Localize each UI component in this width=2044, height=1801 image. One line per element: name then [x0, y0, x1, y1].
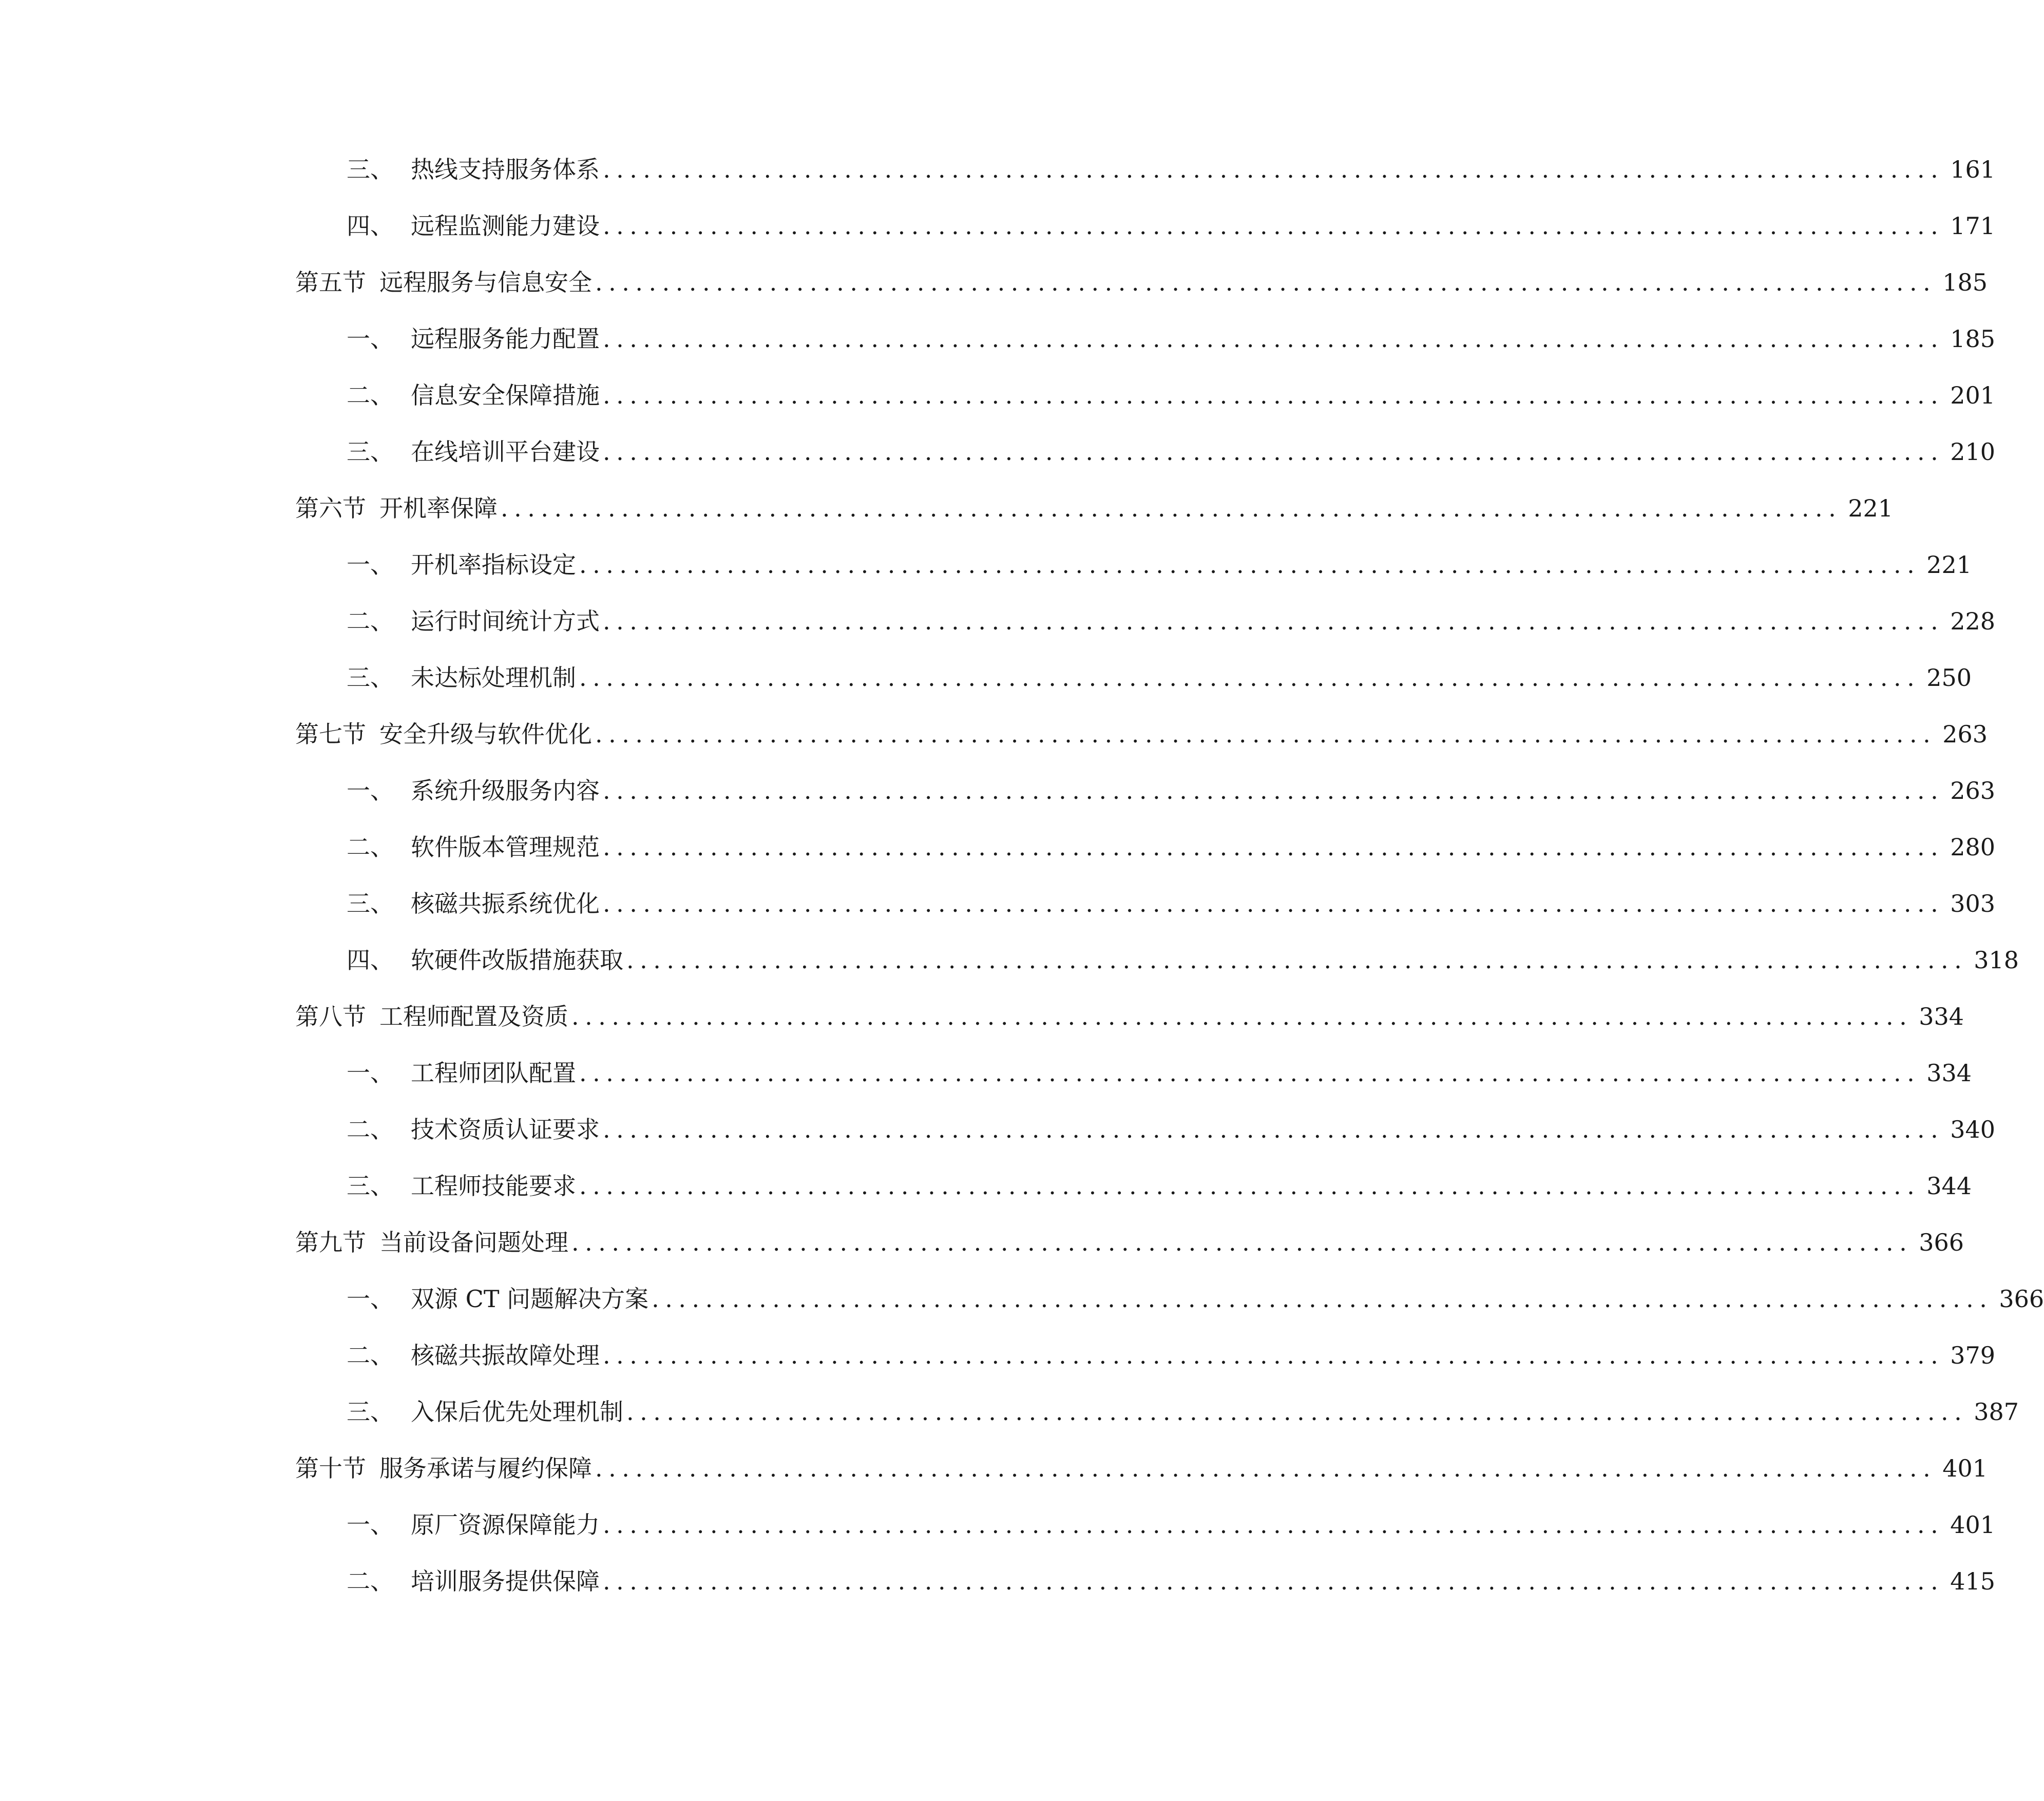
toc-entry-marker: 二、 [347, 1116, 394, 1143]
toc-entry-title: 工程师配置及资质 [379, 1003, 568, 1030]
toc-entry-page: 366 [1999, 1285, 2044, 1313]
toc-leader-dots: .................................................................................................... [603, 1342, 1944, 1369]
toc-leader-dots: .................................................................................................... [579, 1172, 1921, 1200]
toc-entry-title: 双源 CT 问题解决方案 [411, 1285, 649, 1313]
toc-entry-marker: 第八节 [295, 1003, 366, 1030]
toc-entry-marker: 二、 [347, 1567, 394, 1595]
toc-entry-marker: 三、 [347, 156, 394, 183]
toc-leader-dots: .................................................................................................... [571, 1003, 1913, 1030]
toc-entry-page: 171 [1950, 212, 1996, 240]
toc-entry[interactable] [295, 488, 1894, 544]
toc-entry-title: 热线支持服务体系 [411, 156, 600, 183]
toc-entry-title: 安全升级与软件优化 [379, 720, 592, 748]
toc-entry-title: 运行时间统计方式 [411, 607, 600, 635]
toc-leader-dots: .................................................................................................... [603, 833, 1944, 861]
toc-entry-page: 221 [1926, 551, 1972, 579]
toc-entry[interactable] [295, 1335, 1996, 1391]
toc-entry-marker: 一、 [347, 1511, 394, 1539]
toc-leader-dots: .................................................................................................... [603, 212, 1944, 240]
toc-entry-title: 入保后优先处理机制 [411, 1398, 623, 1426]
toc-entry[interactable] [295, 544, 1972, 601]
toc-entry-marker: 三、 [347, 1398, 394, 1426]
toc-entry[interactable] [295, 827, 1996, 883]
toc-entry[interactable] [295, 262, 1988, 318]
toc-entry[interactable] [295, 149, 1996, 205]
toc-entry-page: 263 [1950, 777, 1996, 804]
toc-entry-title: 开机率保障 [379, 494, 498, 522]
toc-entry-page: 401 [1950, 1511, 1996, 1539]
toc-leader-dots: .................................................................................................... [603, 777, 1944, 804]
toc-entry-page: 185 [1950, 325, 1996, 353]
toc-entry-marker: 一、 [347, 325, 394, 353]
toc-entry-marker: 二、 [347, 607, 394, 635]
toc-entry[interactable] [295, 318, 1996, 375]
toc-leader-dots: .................................................................................................... [501, 494, 1842, 522]
toc-leader-dots: .................................................................................................... [571, 1229, 1913, 1256]
toc-entry[interactable] [295, 940, 2019, 996]
toc-entry-marker: 二、 [347, 833, 394, 861]
toc-entry-page: 334 [1926, 1059, 1972, 1087]
toc-leader-dots: .................................................................................................... [603, 156, 1944, 183]
toc-entry[interactable] [295, 1109, 1996, 1165]
toc-entry-page: 340 [1950, 1116, 1996, 1143]
toc-entry[interactable] [295, 714, 1988, 770]
toc-entry[interactable] [295, 1561, 1996, 1617]
toc-entry-marker: 一、 [347, 777, 394, 804]
toc-entry-title: 开机率指标设定 [411, 551, 576, 579]
toc-entry-title: 核磁共振系统优化 [411, 890, 600, 917]
toc-leader-dots: .................................................................................................... [652, 1285, 1993, 1313]
toc-entry-marker: 二、 [347, 1342, 394, 1369]
toc-leader-dots: .................................................................................................... [603, 607, 1944, 635]
toc-entry-title: 服务承诺与履约保障 [379, 1454, 592, 1482]
toc-entry[interactable] [295, 1052, 1972, 1109]
toc-entry[interactable] [295, 1448, 1988, 1504]
toc-entry-title: 软件版本管理规范 [411, 833, 600, 861]
toc-entry-title: 培训服务提供保障 [411, 1567, 600, 1595]
toc-entry-title: 软硬件改版措施获取 [411, 946, 623, 974]
toc-entry-title: 未达标处理机制 [411, 664, 576, 692]
toc-entry[interactable] [295, 431, 1996, 488]
toc-entry-title: 在线培训平台建设 [411, 438, 600, 466]
toc-entry-page: 221 [1848, 494, 1894, 522]
toc-entry[interactable] [295, 883, 1996, 940]
toc-entry-marker: 一、 [347, 551, 394, 579]
toc-leader-dots: .................................................................................................... [603, 1511, 1944, 1539]
toc-leader-dots: .................................................................................................... [626, 1398, 1968, 1426]
toc-leader-dots: .................................................................................................... [626, 946, 1968, 974]
toc-entry-marker: 二、 [347, 381, 394, 409]
toc-entry-title: 原厂资源保障能力 [411, 1511, 600, 1539]
toc-entry[interactable] [295, 1165, 1972, 1222]
toc-leader-dots: .................................................................................................... [595, 269, 1937, 296]
toc-entry[interactable] [295, 1504, 1996, 1561]
toc-entry-page: 263 [1942, 720, 1988, 748]
toc-entry[interactable] [295, 996, 1964, 1052]
toc-entry-marker: 第七节 [295, 720, 366, 748]
toc-entry[interactable] [295, 375, 1996, 431]
toc-leader-dots: .................................................................................................... [595, 1454, 1937, 1482]
toc-entry-title: 信息安全保障措施 [411, 381, 600, 409]
toc-entry-marker: 三、 [347, 890, 394, 917]
toc-entry[interactable] [295, 657, 1972, 714]
toc-leader-dots: .................................................................................................... [603, 438, 1944, 466]
toc-entry-page: 366 [1919, 1229, 1964, 1256]
toc-entry[interactable] [295, 601, 1996, 657]
toc-leader-dots: .................................................................................................... [579, 664, 1921, 692]
toc-entry-page: 401 [1942, 1454, 1988, 1482]
toc-entry-marker: 一、 [347, 1285, 394, 1313]
toc-entry-page: 344 [1926, 1172, 1972, 1200]
toc-entry[interactable] [295, 770, 1996, 827]
toc-leader-dots: .................................................................................................... [595, 720, 1937, 748]
toc-entry-title: 工程师技能要求 [411, 1172, 576, 1200]
toc-entry-marker: 三、 [347, 664, 394, 692]
toc-entry-page: 280 [1950, 833, 1996, 861]
toc-entry-title: 当前设备问题处理 [379, 1229, 568, 1256]
toc-entry-title: 远程监测能力建设 [411, 212, 600, 240]
toc-leader-dots: .................................................................................................... [579, 551, 1921, 579]
toc-entry-page: 210 [1950, 438, 1996, 466]
toc-entry-page: 250 [1926, 664, 1972, 692]
toc-entry-marker: 一、 [347, 1059, 394, 1087]
toc-entry-marker: 第五节 [295, 269, 366, 296]
toc-entry[interactable] [295, 1222, 1964, 1278]
table-of-contents [295, 149, 2044, 1617]
toc-entry-page: 318 [1974, 946, 2019, 974]
toc-leader-dots: .................................................................................................... [603, 1567, 1944, 1595]
toc-entry-marker: 第十节 [295, 1454, 366, 1482]
toc-entry-page: 185 [1942, 269, 1988, 296]
toc-leader-dots: .................................................................................................... [579, 1059, 1921, 1087]
toc-entry[interactable] [295, 1391, 2019, 1448]
toc-entry-title: 技术资质认证要求 [411, 1116, 600, 1143]
toc-entry-title: 核磁共振故障处理 [411, 1342, 600, 1369]
toc-entry-title: 远程服务与信息安全 [379, 269, 592, 296]
toc-entry-title: 远程服务能力配置 [411, 325, 600, 353]
toc-leader-dots: .................................................................................................... [603, 325, 1944, 353]
toc-entry-page: 387 [1974, 1398, 2019, 1426]
toc-leader-dots: .................................................................................................... [603, 381, 1944, 409]
toc-entry-page: 201 [1950, 381, 1996, 409]
toc-entry[interactable] [295, 205, 1996, 262]
toc-entry-page: 379 [1950, 1342, 1996, 1369]
toc-entry-title: 工程师团队配置 [411, 1059, 576, 1087]
toc-entry-page: 334 [1919, 1003, 1964, 1030]
toc-entry-title: 系统升级服务内容 [411, 777, 600, 804]
toc-entry-page: 303 [1950, 890, 1996, 917]
toc-entry-page: 415 [1950, 1567, 1996, 1595]
toc-entry-marker: 第六节 [295, 494, 366, 522]
toc-entry[interactable] [295, 1278, 2044, 1335]
toc-entry-marker: 三、 [347, 438, 394, 466]
toc-leader-dots: .................................................................................................... [603, 1116, 1944, 1143]
toc-leader-dots: .................................................................................................... [603, 890, 1944, 917]
toc-entry-marker: 第九节 [295, 1229, 366, 1256]
toc-entry-marker: 四、 [347, 946, 394, 974]
toc-entry-page: 228 [1950, 607, 1996, 635]
toc-entry-page: 161 [1950, 156, 1996, 183]
toc-entry-marker: 四、 [347, 212, 394, 240]
toc-entry-marker: 三、 [347, 1172, 394, 1200]
